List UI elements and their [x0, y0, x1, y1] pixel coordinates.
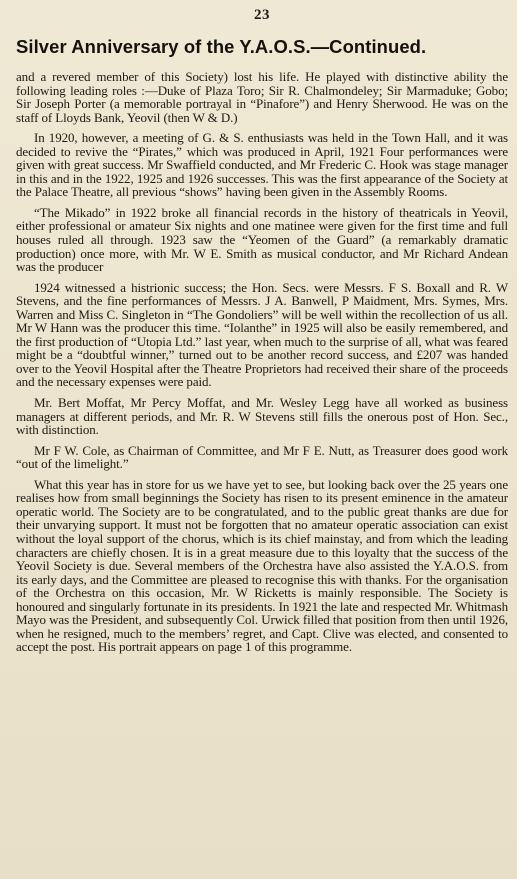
paragraph-3: “The Mikado” in 1922 broke all financial records in the history of theatricals in Yeovil, either professional or amateur Six nights and one matinee were given for the first time and full houses ruled all through. 1923 saw the “Yeomen of the Guard” (a remarkably dramatic production) once more, with Mr. W E. Smith as musical conductor, and Mr Richard Andean was the producer — [16, 204, 508, 275]
page-number: 23 — [254, 7, 270, 23]
page-title: Silver Anniversary of the Y.A.O.S.—Continued. — [16, 36, 427, 57]
paragraph-2: In 1920, however, a meeting of G. & S. enthusiasts was held in the Town Hall, and it was decided to revive the “Pirates,” which was produced in April, 1921 Four performances were given with great success. Mr Swaffield conducted, and Mr Frederic C. Hook was stage manager in this and in the 1922, 1925 and 1926 successes. This was the first appearance of the Society at the Palace Theatre, all previous “shows” having been given in the Assembly Rooms. — [16, 130, 508, 200]
paragraph-5: Mr. Bert Moffat, Mr Percy Moffat, and Mr. Wesley Legg have all worked as business managers at different periods, and Mr. R. W Stevens still fills the onerous post of Hon. Sec., with distinction. — [16, 395, 508, 438]
paragraph-6: Mr F W. Cole, as Chairman of Committee, and Mr F E. Nutt, as Treasurer does good work “out of the limelight.” — [16, 442, 508, 472]
paragraph-7: What this year has in store for us we have yet to see, but looking back over the 25 years one realises how from small beginnings the Society has risen to its present eminence in the amateur operatic world. The Society are to be congratulated, and to the public great thanks are due for their unvarying support. It must not be forgotten that no amateur operatic association can exist without the loyal support of the chorus, which is its chief mainstay, and from which the leading characters are chiefly chosen. It is in a great measure due to this loyalty that the success of the Yeovil Society is due. Several members of the Orchestra have also assisted the Y.A.O.S. from its early days, and the Committee are pleased to recognise this with thanks. For the organisation of the Orchestra on this occasion, Mr. W Ricketts is mainly responsible. The Society is honoured and singularly fortunate in its presidents. In 1921 the late and respected Mr. Whitmash Mayo was the President, and subsequently Col. Urwick filled that position from then until 1926, when he resigned, much to the members’ regret, and Capt. Clive was elected, and consented to accept the post. His portrait appears on page 1 of this programme. — [16, 476, 508, 655]
paragraph-4: 1924 witnessed a histrionic success; the Hon. Secs. were Messrs. F S. Boxall and R. W Stevens, and the fine performances of Messrs. J A. Banwell, P Maidment, Mrs. Symes, Mrs. Warren and Miss C. Singleton in “The Gondoliers” will be well within the recollection of us all. Mr W Hann was the producer this time. “Iolanthe” in 1925 will also be easily remembered, and the first production of “Utopia Ltd.” last year, when much to the surprise of all, what was feared might be a “doubtful winner,” turned out to be another record success, and £207 was handed over to the Yeovil Hospital after the Theatre Proprietors had received their share of the proceeds and the necessary expenses were paid. — [16, 279, 508, 390]
article-body — [16, 70, 508, 654]
paragraph-1: and a revered member of this Society) lost his life. He played with distinctive ability the following leading roles :—Duke of Plaza Toro; Sir R. Chalmondeley; Sir Marmaduke; Gobo; Sir Joseph Porter (a memorable portrayal in “Pinafore”) and Henry Sherwood. He was on the staff of Lloyds Bank, Yeovil (then W & D.) — [16, 69, 508, 125]
